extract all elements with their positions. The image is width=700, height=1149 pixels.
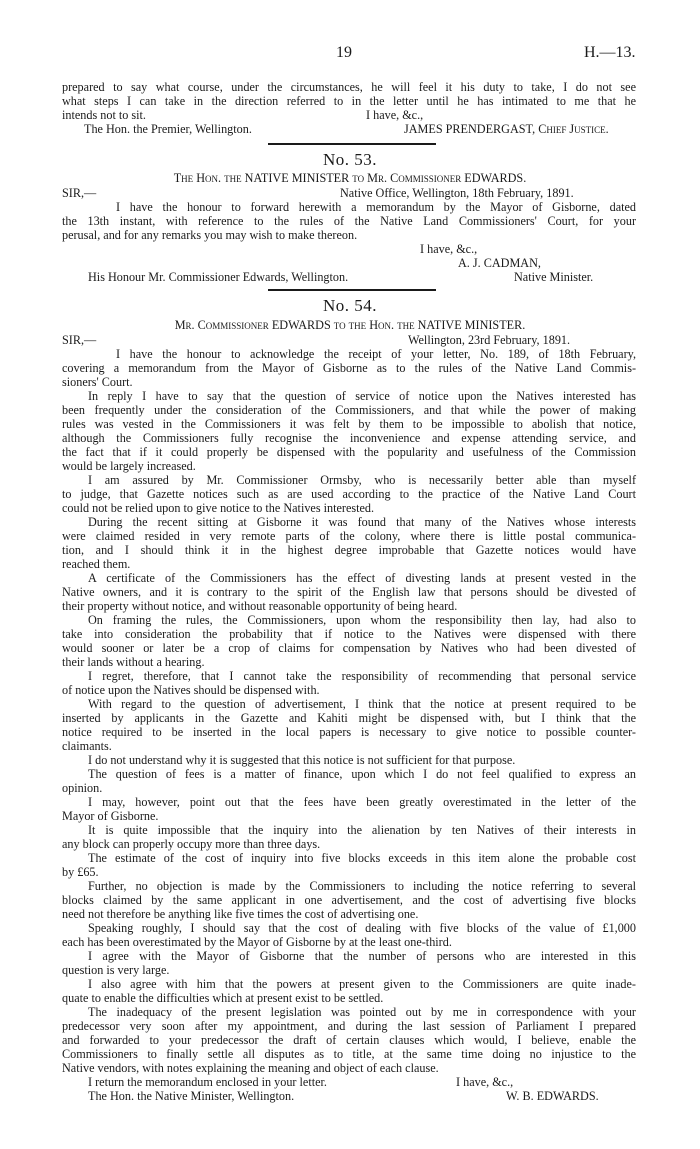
body-line: could not be relied upon to give notice to the Natives interested.: [62, 501, 375, 515]
body-line: Native vendors, with notes explaining the meaning and object of each clause.: [62, 1061, 439, 1075]
addressee: His Honour Mr. Commissioner Edwards, Wellington.: [88, 270, 349, 284]
body-line: blocks claimed by the same applicant in one advertisement, and the cost of advertising five blocks: [62, 893, 636, 907]
body-line: Speaking roughly, I should say that the cost of dealing with five blocks of the value of £1,000: [88, 921, 636, 935]
body-line: A certificate of the Commissioners has the effect of divesting lands at present vested in the: [88, 571, 636, 585]
body-line: Commissioners to finally settle all disputes as to title, at the same time doing no injustice to the: [62, 1047, 636, 1061]
addressee: The Hon. the Native Minister, Wellington.: [88, 1089, 295, 1103]
letter-title: Mr. Commissioner EDWARDS to the Hon. the NATIVE MINISTER.: [174, 318, 526, 332]
salutation: SIR,—: [62, 186, 97, 200]
body-line: I agree with the Mayor of Gisborne that the number of persons who are interested in this: [88, 949, 636, 963]
signature: W. B. EDWARDS.: [506, 1089, 599, 1103]
body-line: their property without notice, and without reasonable opportunity of being heard.: [62, 599, 458, 613]
body-line: prepared to say what course, under the circumstances, he will feel it his duty to take, I do not see: [62, 80, 636, 94]
body-line: I am assured by Mr. Commissioner Ormsby, who is necessarily better able than myself: [88, 473, 636, 487]
body-line: been frequently under the consideration of the Commissioners, and that while the power of making: [62, 403, 636, 417]
body-line: the fact that if it could properly be dispensed with the popularity and usefulness of the Commission: [62, 445, 636, 459]
body-line: I return the memorandum enclosed in your letter.: [88, 1075, 327, 1089]
body-line: quate to enable the difficulties which at present exist to be settled.: [62, 991, 384, 1005]
body-line: The question of fees is a matter of finance, upon which I do not feel qualified to express an: [88, 767, 636, 781]
body-line: the 13th instant, with reference to the rules of the Native Land Commissioners' Court, for your: [62, 214, 636, 228]
body-line: any block can properly occupy more than three days.: [62, 837, 321, 851]
body-line: I have the honour to acknowledge the receipt of your letter, No. 189, of 18th February,: [116, 347, 636, 361]
signature: JAMES PRENDERGAST, Chief Justice.: [404, 122, 609, 136]
section-divider: [268, 143, 436, 145]
signer-name: A. J. CADMAN,: [458, 256, 541, 270]
body-line: of notice upon the Natives should be dispensed with.: [62, 683, 320, 697]
body-line: inserted by applicants in the Gazette and Kahiti might be dispensed with, but I think that the: [62, 711, 636, 725]
body-line: claimants.: [62, 739, 112, 753]
letter-number: No. 54.: [322, 296, 378, 315]
body-line: their lands without a hearing.: [62, 655, 205, 669]
body-line: sioners' Court.: [62, 375, 133, 389]
closing: I have, &c.,: [420, 242, 478, 256]
body-line: rules was vested in the Commissioners it was felt by them to be impossible to abolish that notice,: [62, 417, 636, 431]
place-date: Native Office, Wellington, 18th February, 1891.: [340, 186, 574, 200]
body-line: intends not to sit.: [62, 108, 146, 122]
body-line: Mayor of Gisborne.: [62, 809, 159, 823]
body-line: would sooner or later be a crop of claims for compensation by Natives who had been divested of: [62, 641, 636, 655]
document-reference: H.—13.: [584, 44, 636, 61]
body-line: were claimed resided in very remote parts of the colony, where there is little postal communica-: [62, 529, 636, 543]
closing: I have, &c.,: [456, 1075, 514, 1089]
body-line: In reply I have to say that the question of service of notice upon the Natives interested has: [88, 389, 636, 403]
body-line: perusal, and for any remarks you may wish to make thereon.: [62, 228, 358, 242]
body-line: reached them.: [62, 557, 131, 571]
body-line: I may, however, point out that the fees have been greatly overestimated in the letter of the: [88, 795, 636, 809]
body-line: predecessor very soon after my appointment, and during the last session of Parliament I prepared: [62, 1019, 636, 1033]
body-line: to judge, that Gazette notices such as are used according to the practice of the Native Land Court: [62, 487, 636, 501]
body-line: opinion.: [62, 781, 103, 795]
body-line: It is quite impossible that the inquiry into the alienation by ten Natives of their interests in: [88, 823, 636, 837]
body-line: would be largely increased.: [62, 459, 196, 473]
section-divider: [268, 289, 436, 291]
body-line: notice required to be inserted in the local papers is necessary to give notice to possible counter-: [62, 725, 636, 739]
body-line: each has been overestimated by the Mayor of Gisborne by at the least one-third.: [62, 935, 452, 949]
body-line: need not therefore be anything like five times the cost of advertising one.: [62, 907, 419, 921]
body-line: During the recent sitting at Gisborne it was found that many of the Natives whose interests: [88, 515, 636, 529]
body-line: tion, and I should think it in the highest degree improbable that Gazette notices would have: [62, 543, 636, 557]
body-line: On framing the rules, the Commissioners, upon whom the responsibility then lay, had also to: [88, 613, 636, 627]
addressee: The Hon. the Premier, Wellington.: [84, 122, 252, 136]
place-date: Wellington, 23rd February, 1891.: [408, 333, 571, 347]
signer-title: Native Minister.: [514, 270, 594, 284]
letter-number: No. 53.: [322, 150, 378, 169]
body-line: I have the honour to forward herewith a memorandum by the Mayor of Gisborne, dated: [116, 200, 636, 214]
body-line: I also agree with him that the powers at present given to the Commissioners are quite inade-: [88, 977, 636, 991]
body-line: The estimate of the cost of inquiry into five blocks exceeds in this item alone the probable cost: [88, 851, 636, 865]
closing: I have, &c.,: [366, 108, 424, 122]
body-line: by £65.: [62, 865, 99, 879]
body-line: With regard to the question of advertisement, I think that the notice at present required to be: [88, 697, 636, 711]
body-line: I regret, therefore, that I cannot take the responsibility of recommending that personal service: [88, 669, 636, 683]
salutation: SIR,—: [62, 333, 97, 347]
body-line: although the Commissioners fully recognise the inconvenience and expense attending service, and: [62, 431, 636, 445]
body-line: what steps I can take in the direction referred to in the letter until he has intimated to me that he: [62, 94, 636, 108]
body-line: covering a memorandum from the Mayor of Gisborne as to the rules of the Native Land Commis-: [62, 361, 636, 375]
body-line: and forwarded to your predecessor the draft of certain clauses which would, I believe, enable the: [62, 1033, 636, 1047]
body-line: take into consideration the probability that if notice to the Natives were dispensed with there: [62, 627, 636, 641]
body-line: Further, no objection is made by the Commissioners to including the notice referring to several: [88, 879, 636, 893]
body-line: Native owners, and it is contrary to the spirit of the English law that persons should be divested of: [62, 585, 636, 599]
letter-title: The Hon. the NATIVE MINISTER to Mr. Commissioner EDWARDS.: [173, 171, 527, 185]
page-number: 19: [336, 44, 352, 61]
body-line: I do not understand why it is suggested that this notice is not sufficient for that purpose.: [88, 753, 516, 767]
body-line: The inadequacy of the present legislation was pointed out by me in correspondence with your: [88, 1005, 636, 1019]
body-line: question is very large.: [62, 963, 170, 977]
